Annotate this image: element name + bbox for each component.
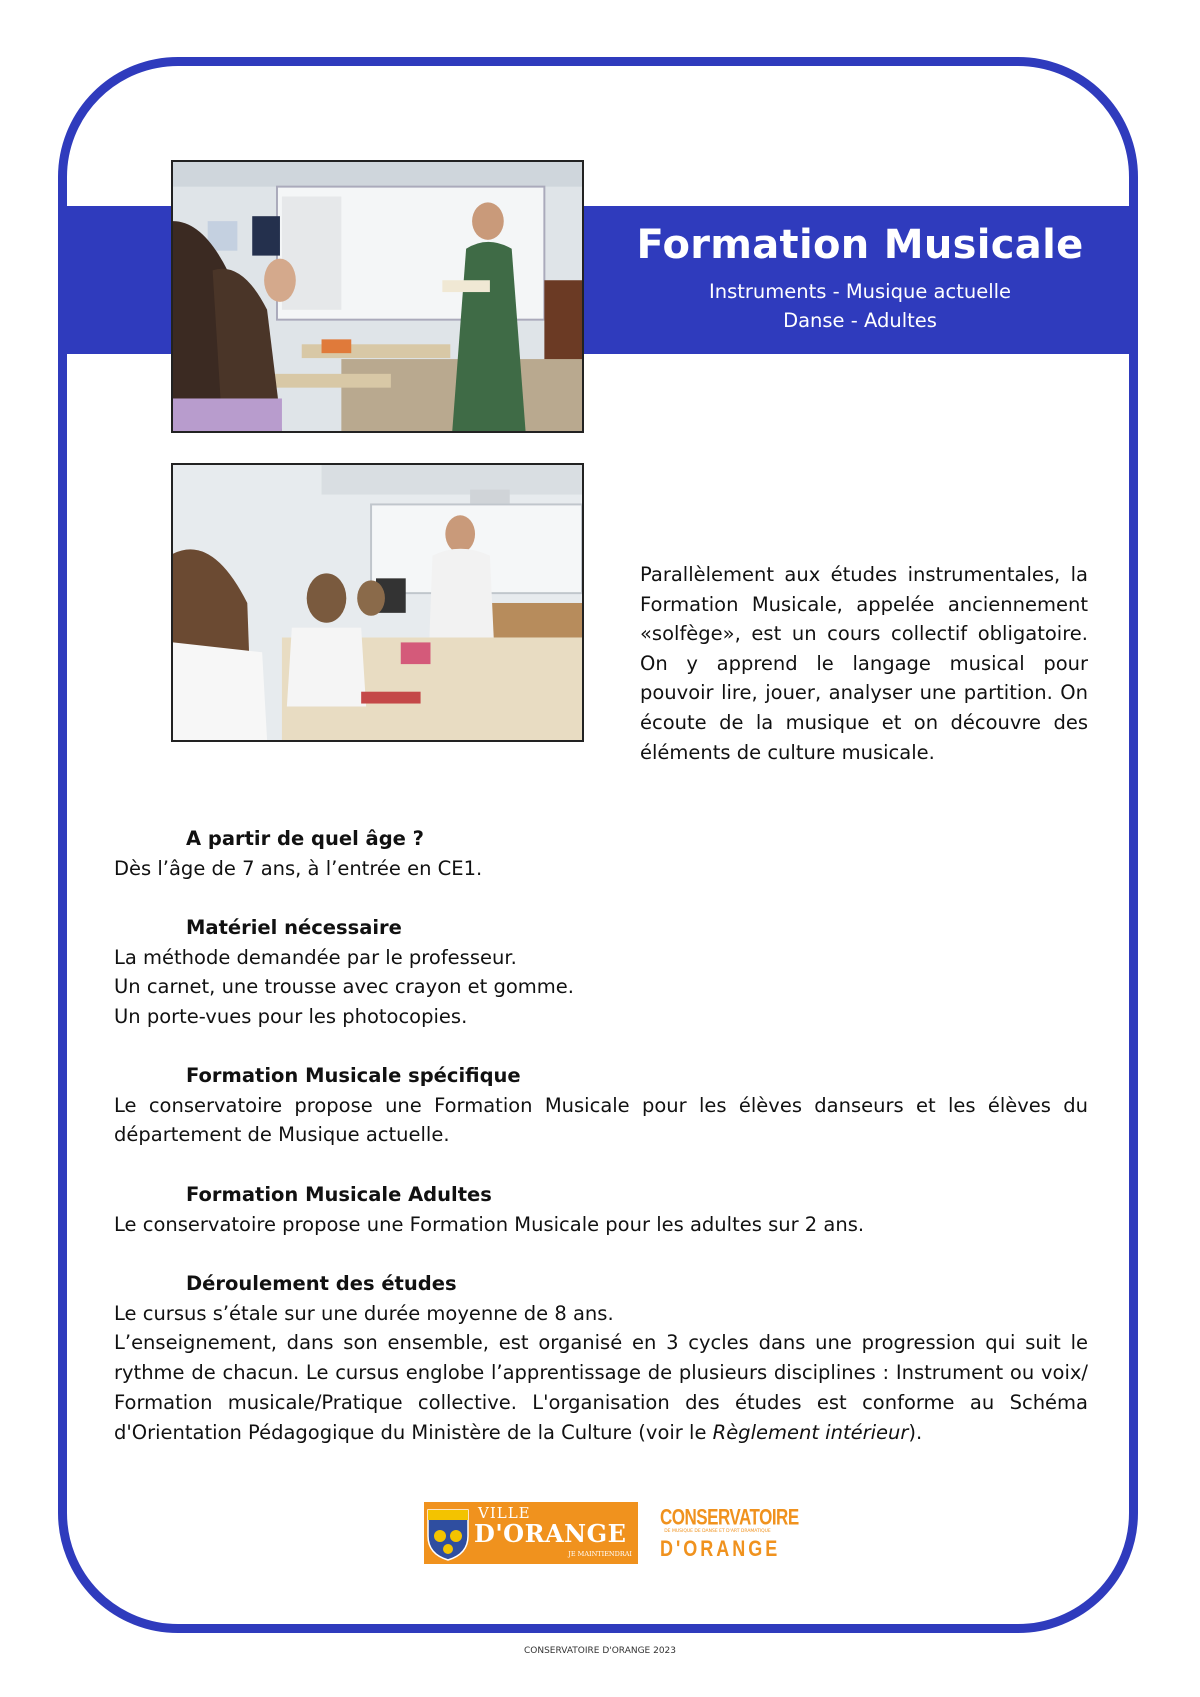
conservatoire-line2: DE MUSIQUE DE DANSE ET D'ART DRAMATIQUE	[664, 1529, 771, 1534]
ville-motto-text: JE MAINTIENDRAI	[568, 1550, 632, 1558]
ville-orange-logo	[424, 1502, 638, 1564]
section-line: L’enseignement, dans son ensemble, est organisé en 3 cycles dans une progression qui suit le rythme de chacun. Le cursus englobe l’apprentissage de plusieurs disciplines : Instrument ou voix/ Formation musicale/Pratique collective. L'organisation des études est conforme au Schéma d'Orientation Pédagogique du Ministère de la Culture (voir le	[114, 1331, 1088, 1444]
section-adultes	[114, 1180, 1088, 1239]
section-specifique	[114, 1061, 1088, 1150]
section-age	[114, 824, 1088, 883]
subtitle-line-1: Instruments - Musique actuelle	[708, 280, 1012, 303]
section-heading: Déroulement des études	[186, 1272, 457, 1295]
section-line: La méthode demandée par le professeur.	[114, 945, 517, 969]
section-deroulement	[114, 1269, 1088, 1447]
conservatoire-logo	[660, 1505, 799, 1563]
classroom-photo-1	[171, 160, 584, 433]
section-line: Un carnet, une trousse avec crayon et gomme.	[114, 975, 574, 999]
section-heading: Formation Musicale spécifique	[186, 1064, 521, 1087]
section-materiel	[114, 913, 1088, 1032]
section-heading: Formation Musicale Adultes	[186, 1183, 492, 1206]
closing-punctuation: ).	[908, 1420, 923, 1444]
section-heading: A partir de quel âge ?	[186, 827, 424, 850]
section-line: Le conservatoire propose une Formation Musicale pour les élèves danseurs et les élèves du département de Musique actuelle.	[114, 1093, 1088, 1147]
page-footer: CONSERVATOIRE D'ORANGE 2023	[523, 1646, 677, 1656]
section-line: Dès l’âge de 7 ans, à l’entrée en CE1.	[114, 856, 483, 880]
section-heading: Matériel nécessaire	[186, 916, 402, 939]
section-line: Un porte-vues pour les photocopies.	[114, 1005, 468, 1029]
section-line: Le cursus s’étale sur une durée moyenne de 8 ans.	[114, 1301, 614, 1325]
subtitle-line-2: Danse - Adultes	[783, 309, 937, 332]
reglement-link-text: Règlement intérieur	[712, 1420, 909, 1444]
page-title: Formation Musicale	[636, 222, 1084, 268]
conservatoire-line1: CONSERVATOIRE	[660, 1505, 799, 1530]
intro-paragraph: Parallèlement aux études instrumentales, la Formation Musicale, appelée anciennement «solfège», est un cours collectif obligatoire. On y apprend le langage musical pour pouvoir lire, jouer, analyser une partition. On écoute de la musique et on découvre des éléments de culture musicale.	[640, 563, 1088, 764]
conservatoire-line3: D'ORANGE	[660, 1536, 781, 1561]
section-line: Le conservatoire propose une Formation Musicale pour les adultes sur 2 ans.	[114, 1212, 865, 1236]
ville-main-text: D'ORANGE	[474, 1519, 627, 1548]
classroom-photo-2	[171, 463, 584, 742]
ville-top-text: VILLE	[478, 1504, 531, 1522]
